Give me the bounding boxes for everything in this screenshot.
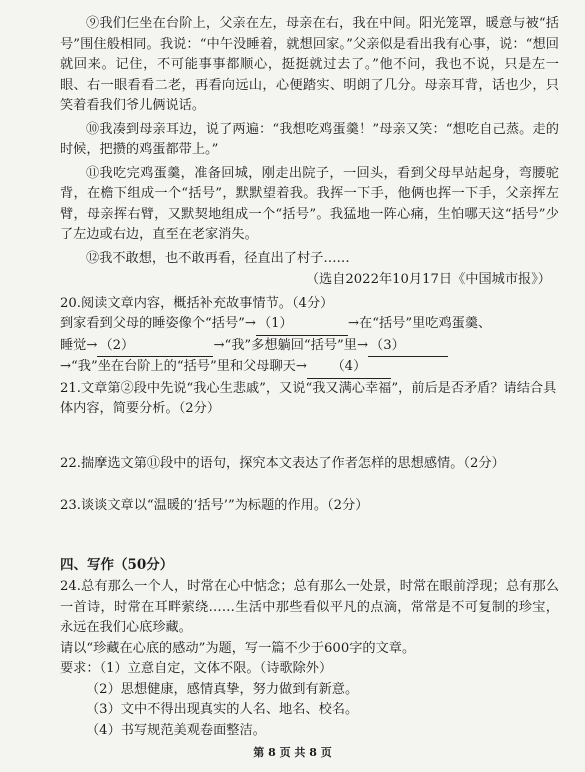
question-20	[60, 294, 559, 379]
section-title: 四、写作（50分）	[60, 556, 174, 573]
paragraph-11: ⑪我吃完鸡蛋羹，准备回城，刚走出院子，一回头，看到父母早站起身，弯腰驼背，在檐下组成一个“括号”，默默望着我。我挥一下手，他俩也挥一下手，父亲挥左臂，母亲挥右臂，又默契地组成一个“括号”。我猛地一阵心痛，生怕哪天这“括号”少了左边或右边，直至在老家消失。	[60, 165, 559, 242]
paragraph-12: ⑫我不敢想，也不敢再看，径直出了村子……	[86, 250, 350, 266]
requirement-2: （2）思想健康，感情真挚，努力做到有新意。	[86, 681, 359, 697]
requirement-1: 要求：（1）立意自定，文体不限。（诗歌除外）	[60, 661, 333, 676]
page-number: 第 8 页 共 8 页	[253, 746, 332, 759]
answer-blank-2[interactable]: （2）	[97, 336, 213, 358]
question-20-line-1: 到家看到父母的睡姿像个“括号”→ （1） →在“括号”里吃鸡蛋羹、	[60, 314, 559, 336]
question-20-line-3: →“我”坐在台阶上的“括号”里和父母聊天→ （4）	[60, 357, 559, 379]
answer-blank-4[interactable]: （4）	[307, 357, 391, 379]
reading-passage	[60, 14, 559, 291]
answer-blank-1[interactable]: （1）	[256, 314, 348, 336]
answer-blank-3[interactable]: （3）	[368, 336, 448, 358]
question-22-prompt: 22.揣摩选文第⑪段中的语句，探究本文表达了作者怎样的思想感情。（2分）	[60, 455, 505, 471]
question-23	[60, 496, 559, 517]
paragraph-9: ⑨我们仨坐在台阶上，父亲在左，母亲在右，我在中间。阳光笼罩，暖意与被“括号”围住般相同。我说：“中午没睡着，就想回家。”父亲似是看出我有心事，说：“想回就回来。记住，不可能事事都顺心，挺挺就过去了。”他不问，我也不说，只是左一眼、右一眼看看二老，再看向远山，心便踏实、明朗了几分。母亲耳背，话也少，只笑着看我们爷儿俩说话。	[60, 16, 559, 113]
question-20-prompt: 20.阅读文章内容，概括补充故事情节。（4分）	[60, 295, 334, 311]
question-20-line-2: 睡觉→ （2） →“我”多想躺回“括号”里→ （3）	[60, 336, 559, 358]
writing-section	[60, 555, 559, 742]
question-21-prompt: 21.文章第②段中先说“我心生悲戚”，又说“我又满心幸福”，前后是否矛盾？请结合具体内容，简要分析。（2分）	[60, 380, 557, 416]
requirement-3: （3）文中不得出现真实的人名、地名、校名。	[86, 702, 359, 717]
question-23-prompt: 23.谈谈文章以“温暖的‘括号’”为标题的作用。（2分）	[60, 498, 369, 513]
writing-task: 请以“珍藏在心底的感动”为题，写一篇不少于600字的文章。	[60, 640, 416, 656]
question-21	[60, 379, 559, 420]
writing-prompt: 24.总有那么一个人，时常在心中惦念；总有那么一处景，时常在眼前浮现；总有那么一首诗，时常在耳畔萦绕……生活中那些看似平凡的点滴，常常是不可复制的珍宝，永远在我们心底珍藏。	[60, 579, 559, 635]
passage-source: （选自2022年10月17日《中国城市报》）	[305, 272, 551, 287]
requirement-4: （4）书写规范美观卷面整洁。	[86, 722, 266, 738]
question-22	[60, 454, 559, 475]
paragraph-10: ⑩我凑到母亲耳边，说了两遍：“我想吃鸡蛋羹！”母亲又笑：“想吃自己蒸。走的时候，把攒的鸡蛋都带上。”	[60, 121, 559, 157]
